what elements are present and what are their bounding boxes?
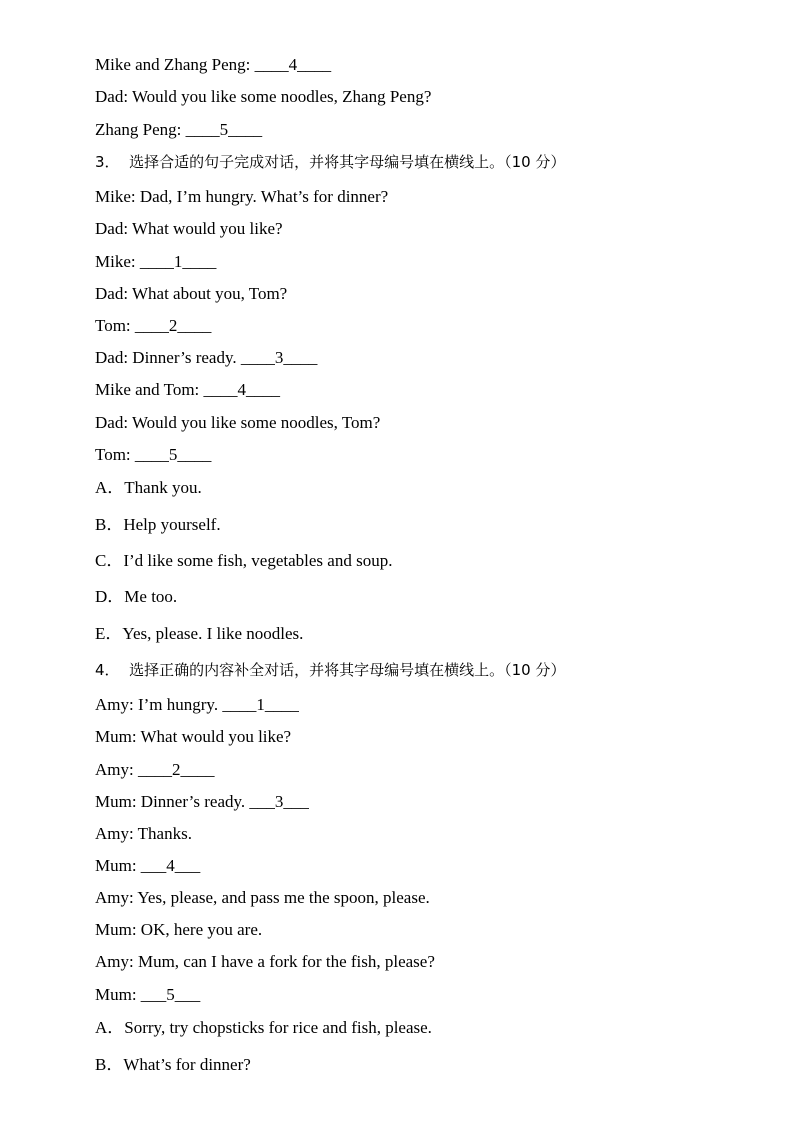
dialogue-line: Mike and Zhang Peng: ____4____ (95, 55, 332, 74)
dialogue-line: Dad: What would you like? (95, 219, 283, 238)
question-4-heading: 4． 选择正确的内容补全对话，并将其字母编号填在横线上。（10 分） (95, 661, 566, 679)
option-line: A．Sorry, try chopsticks for rice and fish, please. (95, 1018, 432, 1037)
dialogue-line: Tom: ____5____ (95, 445, 212, 464)
dialogue-line: Dad: What about you, Tom? (95, 284, 288, 303)
dialogue-line: Amy: Mum, can I have a fork for the fish, please? (95, 952, 435, 971)
dialogue-line: Mike and Tom: ____4____ (95, 380, 281, 399)
dialogue-line: Dad: Dinner’s ready. ____3____ (95, 348, 318, 367)
dialogue-line: Mum: ___5___ (95, 985, 201, 1004)
dialogue-line: Amy: Yes, please, and pass me the spoon, please. (95, 888, 430, 907)
option-line: C．I’d like some fish, vegetables and soup. (95, 551, 393, 570)
dialogue-line: Amy: ____2____ (95, 760, 215, 779)
dialogue-line: Mum: OK, here you are. (95, 920, 263, 939)
option-line: B．What’s for dinner? (95, 1055, 251, 1074)
dialogue-line: Mike: Dad, I’m hungry. What’s for dinner? (95, 187, 389, 206)
option-line: B．Help yourself. (95, 515, 221, 534)
dialogue-line: Amy: I’m hungry. ____1____ (95, 695, 299, 714)
dialogue-line: Mike: ____1____ (95, 252, 217, 271)
dialogue-line: Dad: Would you like some noodles, Tom? (95, 413, 381, 432)
dialogue-line: Mum: Dinner’s ready. ___3___ (95, 792, 309, 811)
option-line: A．Thank you. (95, 478, 202, 497)
dialogue-line: Zhang Peng: ____5____ (95, 120, 263, 139)
dialogue-line: Mum: ___4___ (95, 856, 201, 875)
question-3-heading: 3． 选择合适的句子完成对话，并将其字母编号填在横线上。（10 分） (95, 153, 566, 171)
option-line: E．Yes, please. I like noodles. (95, 624, 304, 643)
dialogue-line: Amy: Thanks. (95, 824, 192, 843)
dialogue-line: Dad: Would you like some noodles, Zhang Peng? (95, 87, 432, 106)
dialogue-line: Tom: ____2____ (95, 316, 212, 335)
dialogue-line: Mum: What would you like? (95, 727, 292, 746)
option-line: D．Me too. (95, 587, 178, 606)
